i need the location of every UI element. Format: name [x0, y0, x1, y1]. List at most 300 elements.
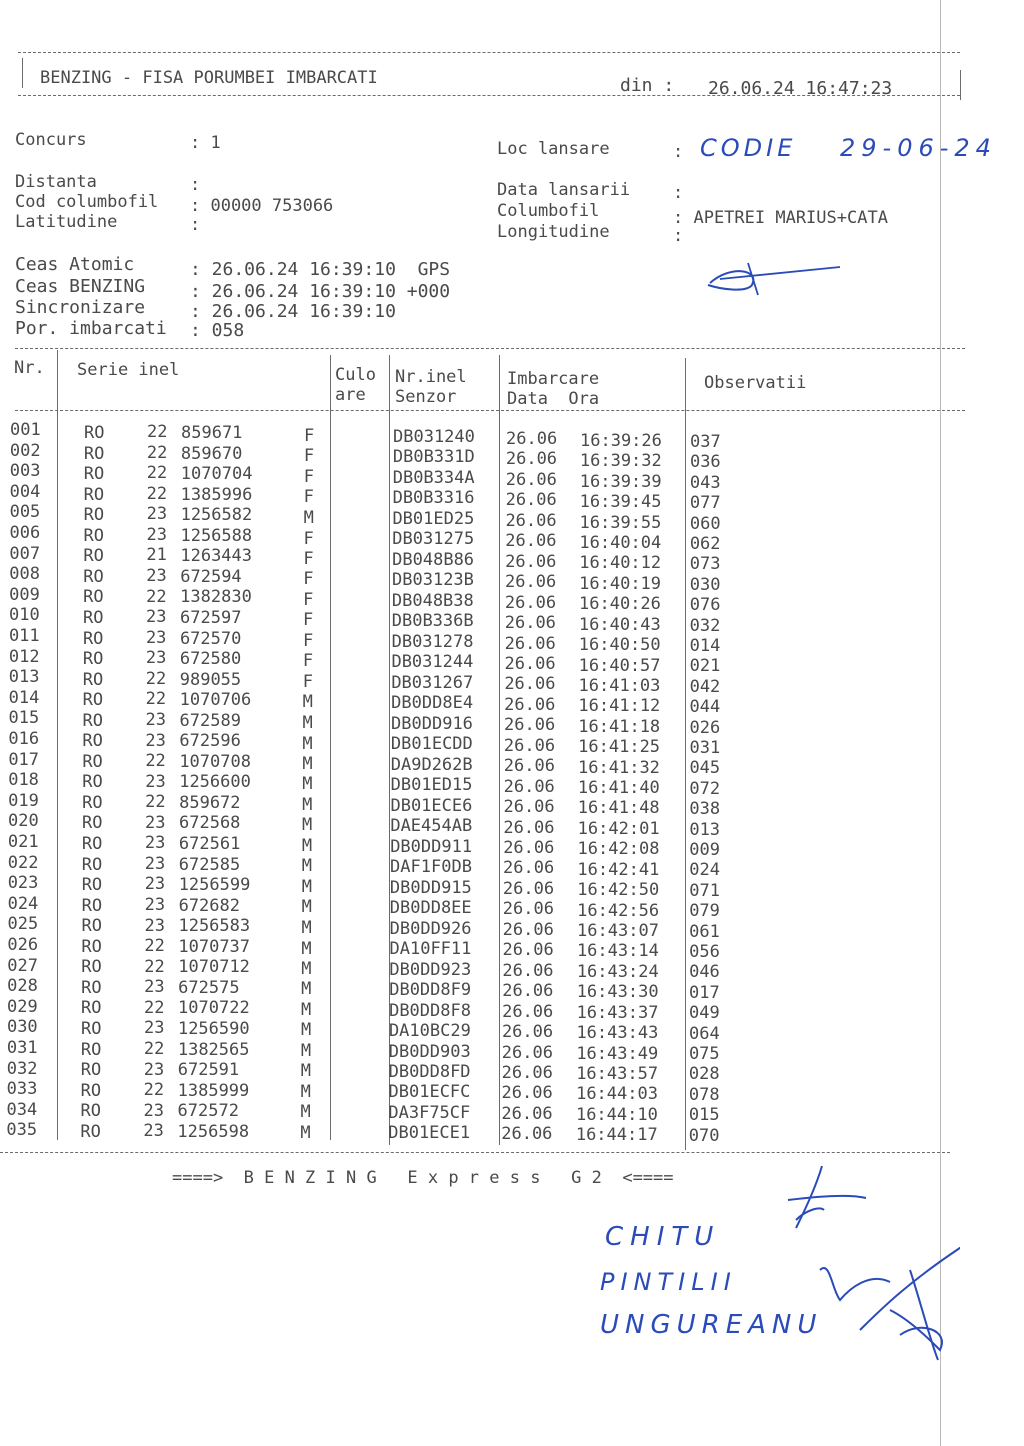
table-row [0, 1017, 1024, 1044]
cell-senzor: DB0DD8F9 [389, 980, 472, 1001]
cell-obs: 073 [689, 554, 721, 575]
cell-senzor: DA10FF11 [389, 939, 472, 960]
cell-an: 23 [144, 915, 165, 936]
cell-an: 22 [144, 997, 165, 1018]
cell-an: 23 [145, 709, 166, 730]
cell-tara: RO [84, 423, 105, 443]
cell-an: 22 [143, 1080, 165, 1101]
cell-data: 26.06 [502, 919, 554, 940]
cell-ora: 16:40:50 [578, 635, 661, 656]
cell-an: 23 [145, 627, 167, 648]
table-row [0, 1038, 1024, 1064]
cell-inel: 1263443 [180, 546, 253, 567]
cell-sex: M [302, 692, 313, 713]
distanta-value: : [190, 175, 201, 195]
signature-scribbles [760, 1160, 960, 1380]
cell-nr: 007 [9, 543, 41, 564]
cell-an: 22 [146, 442, 168, 463]
cell-nr: 010 [9, 605, 40, 626]
cell-tara: RO [82, 751, 103, 772]
cell-obs: 079 [689, 901, 720, 922]
cell-senzor: DB031267 [391, 672, 474, 693]
cell-senzor: DB03123B [392, 570, 474, 591]
cell-ora: 16:44:10 [575, 1104, 658, 1125]
cell-ora: 16:43:49 [576, 1043, 659, 1064]
cell-an: 23 [144, 977, 165, 998]
cell-tara: RO [81, 977, 102, 998]
loc-lansare-value: : [673, 142, 684, 162]
cell-ora: 16:43:30 [576, 982, 659, 1003]
cell-nr: 005 [9, 502, 41, 523]
table-bottom-rule [0, 1152, 950, 1153]
cell-obs: 064 [688, 1023, 720, 1044]
table-row [0, 729, 1024, 758]
table-row [0, 955, 1024, 983]
cell-nr: 017 [8, 749, 40, 770]
cell-sex: F [303, 589, 314, 610]
cell-nr: 023 [7, 873, 39, 894]
cell-sex: M [303, 507, 314, 528]
cell-sex: F [303, 528, 314, 549]
cell-obs: 038 [689, 799, 721, 820]
col-header-culoare-2: are [335, 385, 366, 405]
cell-inel: 672568 [179, 813, 241, 834]
cell-an: 23 [143, 1059, 165, 1080]
cell-inel: 672570 [179, 628, 242, 649]
cell-an: 23 [145, 730, 166, 751]
cell-ora: 16:43:57 [576, 1063, 659, 1084]
cell-data: 26.06 [503, 817, 555, 838]
latitudine-label: Latitudine [15, 212, 118, 232]
cell-obs: 036 [689, 452, 721, 473]
cell-nr: 029 [7, 996, 38, 1017]
cell-sex: M [300, 1102, 311, 1123]
ceas-benzing-value: : 26.06.24 16:39:10 +000 [190, 281, 451, 302]
loc-lansare-label: Loc lansare [497, 139, 610, 159]
cell-ora: 16:39:32 [579, 451, 662, 472]
cell-data: 26.06 [502, 940, 554, 961]
cell-data: 26.06 [503, 858, 555, 879]
cell-ora: 16:40:57 [578, 655, 661, 676]
cell-an: 22 [146, 463, 168, 484]
cell-senzor: DB0DD926 [389, 918, 472, 939]
footer-benzing-express: ====> B E N Z I N G E x p r e s s G 2 <==== [172, 1168, 674, 1188]
cell-tara: RO [81, 895, 103, 916]
cell-nr: 001 [10, 420, 41, 440]
cell-nr: 002 [9, 440, 41, 461]
cell-an: 23 [144, 895, 166, 916]
col-header-imbarcare-2: Data Ora [507, 389, 600, 409]
cell-ora: 16:41:32 [578, 757, 660, 778]
cell-sex: F [303, 569, 314, 590]
cell-data: 26.06 [505, 449, 558, 470]
table-row [0, 811, 1024, 840]
cell-sex: M [301, 938, 312, 959]
cell-inel: 989055 [179, 669, 242, 690]
cell-nr: 012 [8, 646, 40, 667]
cell-inel: 859670 [180, 443, 243, 464]
cell-obs: 043 [689, 472, 721, 493]
cell-senzor: DB048B86 [392, 549, 475, 570]
table-header-bottom-rule [15, 410, 965, 411]
cell-an: 22 [145, 792, 166, 813]
cell-sex: M [301, 856, 313, 877]
cell-inel: 672575 [178, 977, 240, 998]
cell-inel: 1256600 [179, 772, 251, 793]
cell-an: 23 [143, 1100, 165, 1121]
cell-senzor: DB0DD8EE [389, 898, 472, 919]
cell-nr: 022 [7, 852, 39, 873]
table-row [0, 790, 1024, 820]
cell-ora: 16:42:08 [577, 839, 660, 860]
cell-sex: F [303, 446, 315, 467]
cell-obs: 037 [690, 432, 721, 452]
table-row [0, 996, 1024, 1024]
cell-ora: 16:42:50 [577, 880, 660, 901]
cell-data: 26.06 [505, 572, 557, 593]
cell-nr: 026 [7, 935, 39, 955]
cell-data: 26.06 [504, 715, 556, 736]
cell-an: 23 [145, 771, 166, 792]
cell-tara: RO [83, 525, 104, 546]
cell-senzor: DB0DD8F8 [389, 1000, 471, 1021]
cell-inel: 672580 [179, 649, 242, 670]
cell-ora: 16:42:56 [577, 900, 660, 921]
cell-an: 22 [145, 668, 167, 689]
cell-ora: 16:43:37 [576, 1002, 659, 1023]
cell-ora: 16:41:18 [578, 716, 661, 737]
table-row [0, 626, 1024, 656]
cell-tara: RO [82, 669, 104, 690]
cell-nr: 003 [9, 461, 41, 482]
cell-ora: 16:41:03 [578, 675, 661, 696]
cell-obs: 028 [688, 1064, 720, 1085]
cell-ora: 16:40:04 [579, 533, 662, 554]
cell-nr: 020 [8, 811, 39, 832]
cell-inel: 1382565 [177, 1039, 250, 1060]
cell-an: 21 [146, 545, 167, 566]
cell-obs: 017 [689, 982, 720, 1003]
cell-sex: F [302, 631, 314, 651]
cell-tara: RO [82, 649, 104, 670]
cell-data: 26.06 [503, 776, 555, 797]
cell-inel: 672589 [179, 710, 241, 731]
cell-ora: 16:43:24 [576, 961, 659, 982]
cell-tara: RO [81, 998, 102, 1019]
cell-tara: RO [83, 566, 104, 587]
table-row [0, 749, 1024, 779]
cell-data: 26.06 [502, 878, 555, 899]
cell-ora: 16:42:41 [577, 859, 660, 880]
cell-inel: 859672 [179, 792, 241, 813]
table-row [0, 687, 1024, 718]
cell-data: 26.06 [502, 899, 554, 920]
cell-an: 22 [144, 956, 165, 977]
cell-nr: 028 [7, 976, 38, 997]
columbofil-label: Columbofil [497, 201, 600, 221]
cell-sex: F [302, 671, 313, 692]
cell-an: 22 [144, 936, 165, 957]
cell-sex: M [301, 958, 312, 979]
cell-sex: F [302, 651, 314, 672]
cell-senzor: DAF1F0DB [390, 857, 472, 878]
header-right-border [960, 70, 961, 100]
cell-senzor: DB031275 [392, 529, 475, 550]
header-left-border [22, 58, 23, 88]
cell-data: 26.06 [502, 960, 554, 981]
cell-ora: 16:41:40 [577, 778, 660, 799]
cell-ora: 16:43:43 [576, 1023, 659, 1044]
cell-senzor: DB01ECE1 [388, 1123, 471, 1144]
cell-tara: RO [82, 710, 103, 731]
cell-data: 26.06 [503, 756, 555, 777]
cell-sex: M [300, 1061, 311, 1082]
cell-obs: 075 [688, 1044, 720, 1064]
cell-sex: M [301, 876, 312, 897]
col-header-imbarcare-1: Imbarcare [507, 369, 600, 389]
cell-inel: 1070722 [178, 998, 250, 1019]
cell-nr: 024 [7, 893, 39, 914]
cell-nr: 034 [6, 1099, 38, 1120]
cell-ora: 16:41:25 [578, 737, 661, 758]
cell-senzor: DB0B334A [392, 467, 475, 488]
cell-inel: 1385999 [177, 1080, 250, 1101]
cell-an: 23 [146, 524, 167, 545]
cell-inel: 1070706 [179, 690, 252, 711]
cell-inel: 672561 [178, 834, 241, 854]
table-row [0, 1079, 1024, 1105]
cell-senzor: DB01ECDD [390, 734, 473, 755]
cell-ora: 16:40:12 [579, 553, 662, 574]
cell-sex: M [302, 733, 313, 754]
cell-inel: 859671 [181, 423, 243, 443]
cell-tara: RO [82, 813, 103, 834]
cell-an: 23 [146, 565, 167, 586]
cell-ora: 16:42:01 [577, 818, 660, 839]
cell-sex: M [300, 1122, 311, 1143]
cell-sex: M [302, 794, 313, 815]
cell-an: 23 [144, 874, 166, 895]
cell-an: 23 [146, 504, 168, 525]
cell-data: 26.06 [505, 531, 557, 552]
cell-nr: 004 [9, 481, 41, 502]
cell-an: 22 [147, 422, 168, 442]
cell-inel: 672572 [177, 1101, 239, 1122]
cell-data: 26.06 [504, 694, 556, 715]
cell-data: 26.06 [503, 735, 556, 756]
cell-inel: 672591 [177, 1060, 240, 1081]
cell-data: 26.06 [505, 490, 557, 511]
cell-senzor: DB031240 [393, 427, 475, 447]
cell-senzor: DB01ECFC [388, 1082, 471, 1103]
cell-inel: 1256588 [180, 525, 253, 546]
cell-ora: 16:43:14 [576, 941, 659, 962]
cell-an: 23 [143, 1018, 165, 1039]
data-lansarii-value: : [673, 183, 684, 203]
ceas-benzing-label: Ceas BENZING [15, 276, 146, 297]
cell-senzor: DB0B331D [392, 447, 475, 468]
ceas-atomic-label: Ceas Atomic [15, 254, 135, 275]
cell-ora: 16:44:17 [575, 1125, 658, 1146]
cell-tara: RO [80, 1060, 102, 1081]
cell-obs: 049 [689, 1003, 720, 1024]
report-title: BENZING - FISA PORUMBEI IMBARCATI [40, 68, 378, 88]
cell-sex: F [303, 548, 314, 569]
cell-ora: 16:39:45 [579, 492, 662, 513]
table-header-top-rule [15, 348, 965, 349]
cell-obs: 076 [689, 595, 721, 616]
cell-obs: 056 [689, 942, 720, 962]
cell-sex: F [303, 466, 315, 487]
col-header-observatii: Observatii [704, 373, 807, 393]
porumbei-imbarcati-value: : 058 [190, 320, 245, 341]
table-row [0, 667, 1024, 697]
data-lansarii-label: Data lansarii [497, 180, 631, 200]
cell-senzor: DAE454AB [390, 816, 473, 837]
cell-inel: 672597 [180, 607, 242, 628]
cell-nr: 035 [6, 1120, 38, 1141]
cell-nr: 021 [7, 832, 39, 852]
cell-an: 23 [145, 812, 166, 833]
cell-sex: M [300, 1041, 312, 1061]
table-row [0, 1099, 1024, 1126]
cell-tara: RO [82, 792, 103, 813]
col-header-nr: Nr. [14, 358, 45, 378]
handwritten-name-1: CHITU [605, 1222, 721, 1252]
cell-obs: 072 [689, 778, 721, 799]
table-row [0, 873, 1024, 901]
cell-sex: F [303, 487, 314, 508]
cell-ora: 16:41:12 [578, 696, 661, 717]
header-top-rule [18, 52, 960, 53]
cell-senzor: DB0B3316 [392, 488, 475, 509]
cell-tara: RO [83, 484, 105, 505]
cell-obs: 015 [688, 1105, 720, 1126]
cell-ora: 16:43:07 [577, 920, 659, 941]
cell-ora: 16:39:26 [580, 431, 662, 451]
cell-obs: 045 [689, 758, 721, 779]
cell-data: 26.06 [506, 429, 558, 449]
distanta-label: Distanta [15, 172, 97, 192]
cell-inel: 672594 [180, 566, 242, 587]
cell-senzor: DB031244 [391, 652, 474, 673]
table-row [0, 893, 1024, 922]
table-row [0, 832, 1024, 860]
cell-senzor: DA3F75CF [388, 1102, 471, 1123]
cell-tara: RO [82, 731, 103, 752]
cell-an: 23 [144, 853, 166, 874]
cell-sex: F [304, 426, 315, 446]
cell-an: 23 [144, 833, 166, 854]
cell-data: 26.06 [505, 551, 557, 572]
cell-obs: 060 [689, 513, 721, 534]
cell-senzor: DB0DD8E4 [391, 693, 474, 714]
cell-tara: RO [80, 1018, 102, 1039]
signature-mark [700, 255, 850, 300]
cell-sex: M [300, 1081, 311, 1102]
cell-obs: 070 [688, 1125, 720, 1146]
handwritten-location: CODIE [700, 134, 797, 162]
cell-data: 26.06 [504, 653, 556, 674]
cell-obs: 014 [689, 636, 721, 656]
cell-obs: 032 [689, 615, 721, 636]
cell-inel: 1070737 [178, 936, 251, 957]
cell-senzor: DB0DD916 [391, 713, 473, 734]
longitudine-label: Longitudine [497, 222, 610, 242]
cell-tara: RO [83, 546, 104, 567]
cell-inel: 1256599 [178, 875, 251, 896]
cell-inel: 1256583 [178, 916, 251, 937]
cell-data: 26.06 [505, 469, 557, 490]
cell-an: 22 [143, 1039, 165, 1059]
cell-data: 26.06 [503, 838, 555, 858]
cell-nr: 015 [8, 708, 40, 729]
cell-ora: 16:44:03 [576, 1084, 658, 1105]
cell-nr: 008 [9, 564, 40, 585]
cell-inel: 672585 [178, 854, 241, 875]
cell-obs: 021 [689, 656, 721, 677]
cell-senzor: DB031278 [391, 631, 474, 652]
cell-senzor: DB0DD8FD [388, 1061, 471, 1082]
cell-obs: 062 [689, 534, 721, 554]
table-row [0, 914, 1024, 942]
cell-ora: 16:39:39 [579, 471, 662, 492]
table-row [0, 708, 1024, 738]
cell-senzor: DA9D262B [390, 754, 473, 775]
cell-data: 26.06 [501, 1022, 554, 1043]
cell-inel: 1256590 [177, 1018, 250, 1039]
cell-nr: 031 [6, 1038, 38, 1058]
cell-obs: 024 [689, 860, 720, 881]
cell-tara: RO [80, 1101, 102, 1122]
cell-tara: RO [80, 1039, 102, 1060]
cell-nr: 030 [6, 1017, 38, 1038]
cell-tara: RO [83, 464, 105, 485]
cell-nr: 013 [8, 667, 40, 688]
cell-sex: M [301, 897, 312, 918]
cell-senzor: DB0DD903 [388, 1041, 471, 1062]
cell-inel: 1385996 [180, 484, 253, 505]
cell-an: 22 [146, 483, 168, 504]
cell-obs: 031 [689, 738, 721, 758]
handwritten-name-2: PINTILII [600, 1268, 737, 1296]
cell-ora: 16:41:48 [577, 798, 660, 819]
table-row [0, 852, 1024, 881]
cell-senzor: DB048B38 [391, 590, 474, 611]
cell-data: 26.06 [505, 510, 557, 531]
cell-ora: 16:39:55 [579, 512, 662, 533]
cell-senzor: DB0DD911 [390, 836, 473, 857]
cell-ora: 16:40:19 [579, 573, 662, 594]
cell-nr: 032 [6, 1058, 38, 1079]
cell-tara: RO [81, 875, 103, 896]
cell-ora: 16:40:26 [579, 594, 661, 615]
sincronizare-value: : 26.06.24 16:39:10 [190, 301, 396, 322]
cell-tara: RO [81, 834, 103, 854]
cell-an: 22 [145, 751, 166, 772]
cell-an: 23 [145, 648, 167, 669]
table-row [0, 935, 1024, 962]
col-header-culoare-1: Culo [335, 365, 376, 385]
cell-senzor: DB01ED15 [390, 775, 473, 796]
cell-obs: 071 [689, 880, 720, 901]
cell-obs: 077 [689, 493, 721, 514]
cell-nr: 018 [8, 770, 39, 791]
cod-columbofil-label: Cod columbofil [15, 192, 159, 212]
cell-obs: 044 [689, 697, 721, 718]
cell-tara: RO [82, 628, 104, 649]
cell-sex: M [302, 774, 313, 795]
